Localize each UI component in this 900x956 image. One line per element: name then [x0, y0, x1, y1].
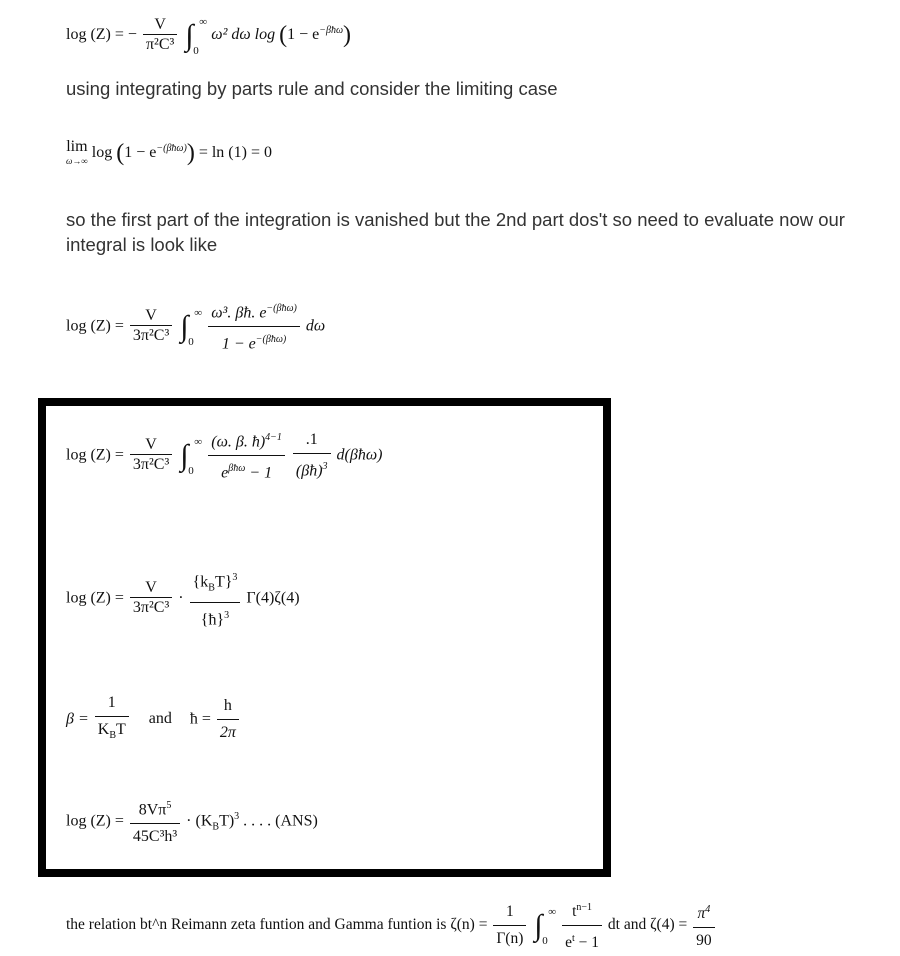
eq8-i-den-tail: − 1	[574, 934, 600, 952]
eq8-int-lower: 0	[542, 934, 548, 947]
eq7-den: 45C³h³	[130, 823, 180, 850]
eq4-f2-num: .1	[305, 431, 318, 449]
eq7-tail-exp: 3	[234, 811, 240, 823]
eq8-integral-sign: ∫ ∞ 0	[534, 905, 557, 947]
eq5-lhs: log (Z) =	[66, 589, 124, 607]
eq8-z-num-exp: 4	[705, 904, 711, 916]
eq2-rhs: = ln (1) = 0	[198, 144, 272, 162]
eq4-f1-num: (ω. β. ħ)	[211, 433, 266, 451]
eq2-limit	[66, 140, 88, 168]
eq8-i-den: e	[565, 934, 573, 952]
eq6-hbar: ħ =	[189, 710, 211, 728]
eq3-inner-den-exp: −(βħω)	[255, 334, 287, 346]
eq5-fraction-2	[190, 565, 241, 633]
eq1-inner-exp: −βħω	[319, 24, 344, 36]
eq8-text: the relation bt^n Reimann zeta funtion and Gamma funtion is ζ(n) =	[66, 916, 488, 934]
eq1-inner: 1 − e	[287, 26, 320, 44]
equation-2: lim ω→∞ $\log (1 - e^{-(\beta ħ\omega)}) = \ln (1) = 0$	[66, 138, 272, 166]
eq3-int-upper: ∞	[194, 306, 203, 319]
eq6-and: and	[148, 710, 172, 728]
eq4-fraction-1	[208, 425, 285, 487]
eq7-ans: . . . . (ANS)	[239, 812, 318, 830]
eq4-lhs: log (Z) =	[66, 446, 124, 464]
eq4-f2-den: (βħ)	[295, 462, 323, 480]
eq5-dot: ·	[178, 589, 184, 607]
eq5-fraction	[130, 579, 172, 618]
eq3-lhs: log (Z) =	[66, 317, 124, 335]
eq2-lim-sub: ω→∞	[66, 156, 88, 166]
eq4-f1-den-tail: − 1	[245, 464, 273, 482]
equation-8	[66, 895, 717, 956]
eq2-inner-exp: −(βħω)	[156, 142, 187, 154]
eq5-tail: Γ(4)ζ(4)	[246, 589, 300, 607]
eq8-mid: dt and ζ(4) =	[607, 916, 688, 934]
eq5-num: V	[145, 579, 157, 597]
eq6-beta-fraction	[95, 690, 129, 749]
eq6-b-den-sub: B	[109, 730, 116, 742]
eq7-tail1: · (K	[186, 812, 213, 830]
eq3-inner-num-exp: −(βħω)	[266, 303, 297, 314]
eq3-inner-den: 1 − e	[221, 335, 256, 353]
eq1-minus: −	[127, 26, 137, 44]
eq4-den: 3π²C³	[130, 454, 172, 475]
eq5-den: 3π²C³	[130, 597, 172, 618]
eq4-f1-num-exp: 4−1	[265, 432, 282, 443]
eq5-f-den: {ħ}	[200, 610, 225, 628]
eq7-lhs: log (Z) =	[66, 812, 124, 830]
equation-3	[66, 296, 325, 358]
eq8-g-den: Γ(n)	[493, 925, 526, 952]
eq3-num: V	[145, 307, 157, 325]
eq8-integrand-fraction	[562, 895, 602, 956]
eq5-f-num: {k	[192, 573, 209, 591]
eq1-num: V	[154, 16, 166, 33]
eq3-den: 3π²C³	[130, 325, 172, 346]
eq5-f-num-exp: 3	[232, 572, 238, 583]
eq8-zeta-fraction	[693, 897, 715, 954]
eq1-int-lower: 0	[193, 44, 199, 57]
eq8-gamma-fraction	[493, 899, 526, 952]
eq1-integral-sign: ∫ ∞ 0	[185, 15, 208, 57]
eq2-inner: 1 − e	[124, 144, 157, 162]
equation-7	[66, 793, 318, 850]
eq3-inner-fraction	[208, 296, 300, 358]
eq5-f-num-sub: B	[208, 582, 215, 594]
eq5-f-num-tail: T}	[214, 573, 233, 591]
eq6-b-den: K	[97, 721, 110, 738]
eq2-lim: lim	[66, 138, 88, 155]
eq8-i-num: t	[572, 903, 577, 921]
eq8-z-den: 90	[693, 927, 715, 954]
eq1-integrand: ω² dω log	[211, 26, 276, 44]
eq4-f1-den: e	[221, 464, 229, 482]
eq4-int-lower: 0	[188, 464, 194, 477]
eq7-num-exp: 5	[166, 800, 172, 811]
eq4-f1-den-exp: βħω	[228, 463, 246, 475]
eq1-int-upper: ∞	[199, 15, 208, 28]
eq6-h-den: 2π	[217, 719, 239, 746]
eq4-fraction-2	[293, 427, 331, 484]
eq3-inner-num: ω³. βħ. e	[211, 304, 267, 322]
eq7-tail-sub: B	[212, 821, 220, 833]
eq4-integral-sign: ∫ ∞ 0	[180, 435, 203, 477]
eq1-den: π²C³	[143, 34, 177, 55]
eq4-tail: d(βħω)	[336, 446, 383, 464]
equation-6	[66, 690, 241, 749]
eq4-int-upper: ∞	[194, 435, 203, 448]
eq3-integral-sign: ∫ ∞ 0	[180, 306, 203, 348]
eq6-h-num: h	[223, 697, 232, 715]
eq4-num: V	[145, 436, 157, 454]
eq1-fraction	[143, 16, 177, 55]
eq2-log: log	[91, 144, 113, 162]
equation-1: log (Z) = − $\frac{V}{\text{π²C³}}$ ∫ ∞ 0 ω² dω $\log (1 - e^{-\beta ħ\omega})$	[66, 15, 352, 57]
eq5-f-den-exp: 3	[224, 609, 230, 621]
eq8-i-num-exp: n−1	[576, 902, 593, 913]
equation-5	[66, 565, 300, 633]
eq3-fraction	[130, 307, 172, 346]
eq3-int-lower: 0	[188, 335, 194, 348]
eq7-fraction	[130, 793, 180, 850]
eq8-i-den-exp: t	[572, 933, 575, 945]
eq8-g-num: 1	[505, 903, 514, 921]
eq6-hbar-fraction	[217, 693, 239, 746]
eq8-int-upper: ∞	[548, 905, 557, 918]
eq6-beta: β =	[66, 710, 89, 728]
eq3-tail: dω	[305, 317, 326, 335]
eq7-tail2: T)	[219, 812, 235, 830]
text-paragraph-1: using integrating by parts rule and consider the limiting case	[66, 78, 558, 99]
eq7-num: 8Vπ	[138, 801, 167, 819]
eq4-f2-den-exp: 3	[322, 461, 328, 473]
text-paragraph-2: so the first part of the integration is vanished but the 2nd part dos't so need to evaluate now our integral is look like	[66, 209, 845, 255]
eq6-b-den-tail: T	[116, 721, 126, 738]
eq4-fraction	[130, 436, 172, 475]
eq8-z-num: π	[697, 905, 706, 923]
eq1-lhs: log (Z) =	[66, 26, 124, 44]
equation-4	[66, 425, 382, 487]
eq6-b-num: 1	[107, 694, 116, 711]
